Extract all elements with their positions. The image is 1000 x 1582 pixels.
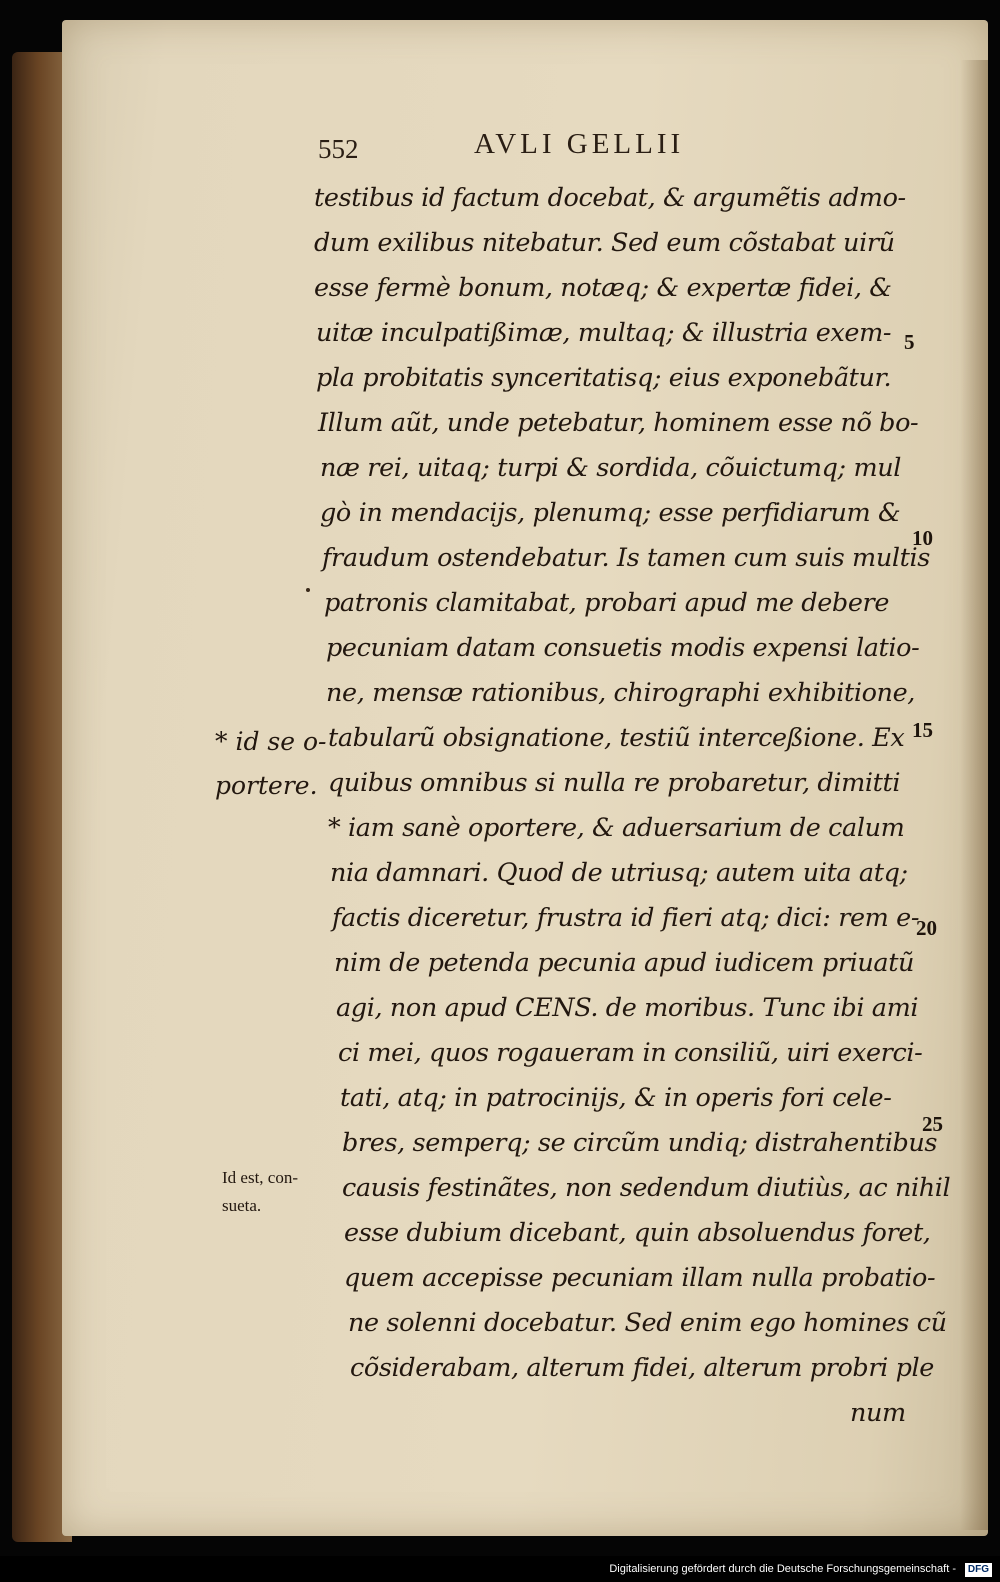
- text-line: nia damnari. Quod de utriusq; autem uita atq;: [330, 858, 908, 888]
- margin-note-line: Id est, con-: [222, 1168, 299, 1187]
- text-line: cõsiderabam, alterum fidei, alterum probri ple: [350, 1353, 934, 1383]
- margin-note-line: sueta.: [222, 1196, 262, 1215]
- text-line: dum exilibus nitebatur. Sed eum cõstabat uirũ: [314, 228, 895, 258]
- running-title: AVLI GELLII: [474, 128, 685, 160]
- text-line: ne solenni docebatur. Sed enim ego homines cũ: [348, 1308, 947, 1338]
- text-line: gò in mendacijs, plenumq; esse perfidiarum &: [320, 498, 901, 528]
- text-line: tati, atq; in patrocinijs, & in operis fori cele-: [340, 1083, 892, 1113]
- page-number: 552: [318, 134, 359, 164]
- text-line: fraudum ostendebatur. Is tamen cum suis multis: [322, 543, 930, 573]
- text-line: factis diceretur, frustra id fieri atq; dici: rem e-: [332, 903, 920, 933]
- line-number-25: 25: [922, 1112, 943, 1136]
- margin-note-line: portere.: [215, 771, 318, 800]
- text-line: bres, semperq; se circũm undiq; distrahentibus: [342, 1128, 938, 1158]
- text-line: Illum aũt, unde petebatur, hominem esse nõ bo-: [318, 408, 919, 438]
- margin-dot: [306, 588, 310, 592]
- text-line: nim de petenda pecunia apud iudicem priuatũ: [334, 948, 915, 978]
- text-line: næ rei, uitaq; turpi & sordida, cõuictumq; mul: [320, 453, 902, 483]
- funding-credit: Digitalisierung gefördert durch die Deutsche Forschungsgemeinschaft -: [609, 1563, 956, 1575]
- text-line: pecuniam datam consuetis modis expensi latio-: [326, 633, 920, 663]
- text-line: patronis clamitabat, probari apud me debere: [324, 588, 890, 618]
- footer-bar: [0, 1556, 1000, 1582]
- text-line: tabularũ obsignatione, testiũ intercеßione. Ex: [328, 723, 905, 753]
- page-fold-shadow: [960, 60, 988, 1530]
- text-line: testibus id factum docebat, & argumẽtis admo-: [314, 183, 906, 213]
- line-number-15: 15: [912, 718, 933, 742]
- margin-note-line: * id se o-: [215, 727, 327, 756]
- margin-note-oportere: [215, 720, 326, 808]
- text-line: agi, non apud CENS. de moribus. Tunc ibi ami: [336, 993, 919, 1023]
- text-line: quem accepisse pecuniam illam nulla probatio-: [344, 1263, 936, 1293]
- line-number-20: 20: [916, 916, 937, 940]
- text-line: esse dubium dicebant, quin absoluendus foret,: [344, 1218, 931, 1248]
- text-line: causis festinãtes, non sedendum diutiùs, ac nihil: [342, 1173, 951, 1203]
- text-line: quibus omnibus si nulla re probaretur, dimitti: [328, 768, 901, 798]
- catchword: num: [850, 1398, 906, 1428]
- text-line: esse fermè bonum, notæq; & expertæ fidei, &: [314, 273, 892, 303]
- margin-note-consueta: [222, 1164, 298, 1220]
- text-line: * iam sanè oportere, & aduersarium de calum: [328, 813, 905, 843]
- text-line: uitæ inculpatißimæ, multaq; & illustria exem-: [316, 318, 892, 348]
- text-line: ci mei, quos rogaueram in consiliũ, uiri exerci-: [338, 1038, 923, 1068]
- line-number-10: 10: [912, 526, 933, 550]
- text-line: pla probitatis synceritatisq; eius exponebãtur.: [316, 363, 892, 393]
- line-number-5: 5: [904, 330, 915, 354]
- dfg-logo: DFG: [965, 1563, 992, 1577]
- text-line: ne, mensæ rationibus, chirographi exhibitione,: [326, 678, 915, 708]
